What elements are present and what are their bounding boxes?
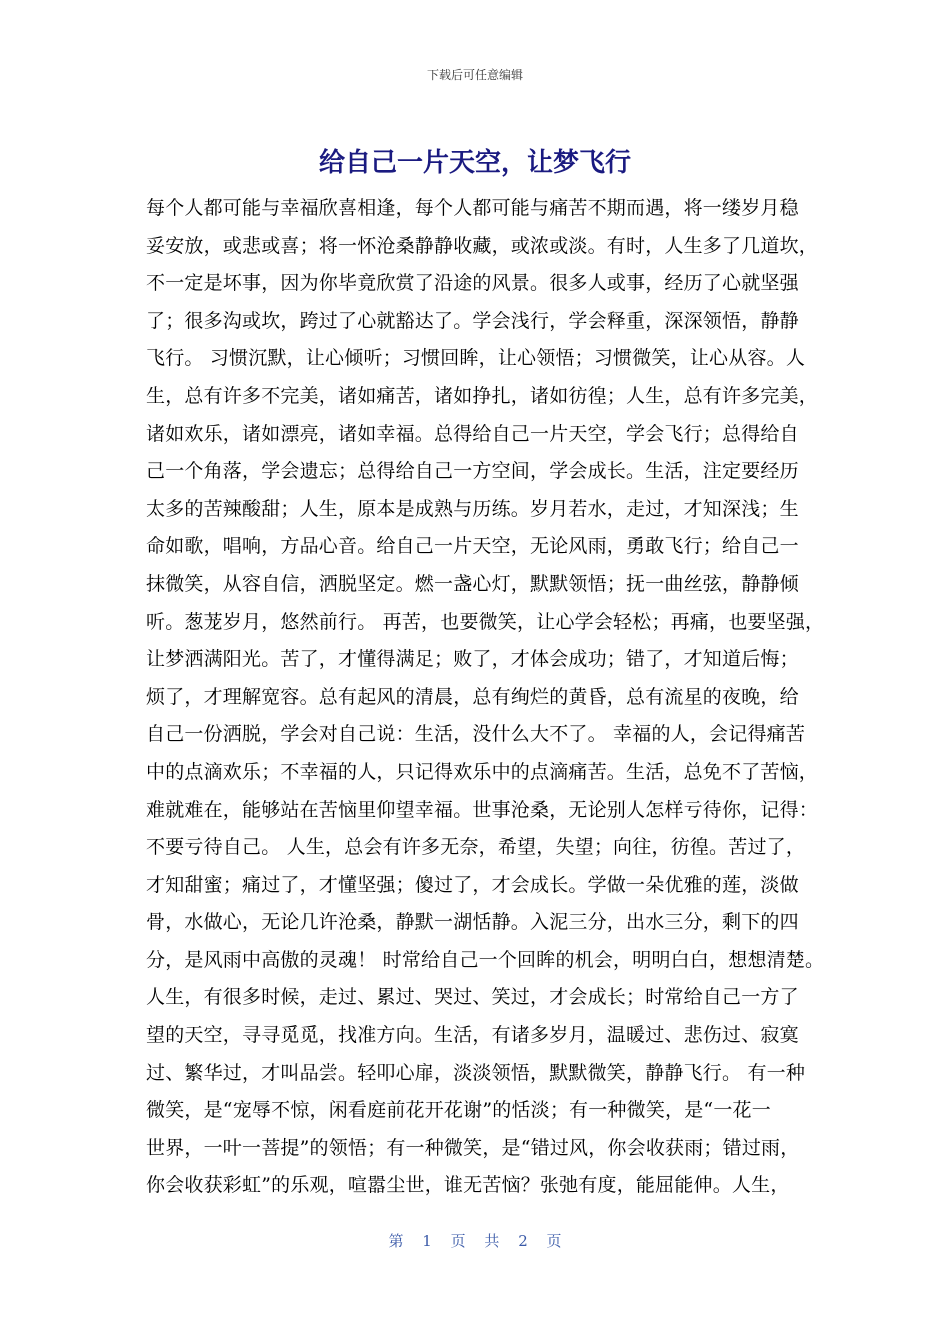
- body-line: 妥安放，或悲或喜；将一怀沧桑静静收藏，或浓或淡。有时，人生多了几道坎，: [146, 234, 819, 257]
- body-line: 太多的苦辣酸甜；人生，原本是成熟与历练。岁月若水，走过，才知深浅；生: [146, 497, 799, 520]
- footer-prefix: 第: [388, 1232, 404, 1250]
- body-line: 命如歌，唱响，方品心音。给自己一片天空，无论风雨，勇敢飞行；给自己一: [146, 535, 799, 558]
- body-line: 听。葱茏岁月，悠然前行。 再苦，也要微笑，让心学会轻松；再痛，也要坚强，: [146, 610, 825, 633]
- body-line: 人生，有很多时候，走过、累过、哭过、笑过，才会成长；时常给自己一方了: [146, 986, 799, 1009]
- body-line: 自己一份洒脱，学会对自己说：生活，没什么大不了。 幸福的人，会记得痛苦: [146, 723, 806, 746]
- body-line: 微笑，是“宠辱不惊，闲看庭前花开花谢”的恬淡；有一种微笑，是“一花一: [146, 1099, 771, 1122]
- header-note: 下载后可任意编辑: [426, 68, 523, 82]
- footer-suffix: 页: [546, 1232, 562, 1250]
- body-line: 让梦洒满阳光。苦了，才懂得满足；败了，才体会成功；错了，才知道后悔；: [146, 648, 799, 671]
- body-line: 每个人都可能与幸福欣喜相逢，每个人都可能与痛苦不期而遇，将一缕岁月稳: [146, 197, 799, 219]
- page-footer: [0, 1230, 950, 1251]
- body-line: 烦了，才理解宽容。总有起风的清晨，总有绚烂的黄昏，总有流星的夜晚，给: [146, 685, 799, 708]
- footer-total-prefix: 共: [484, 1232, 500, 1250]
- body-line: 难就难在，能够站在苦恼里仰望幸福。世事沧桑，无论别人怎样亏待你，记得：: [146, 798, 819, 821]
- body-line: 中的点滴欢乐；不幸福的人，只记得欢乐中的点滴痛苦。生活，总免不了苦恼，: [146, 760, 819, 783]
- body-line: 才知甜蜜；痛过了，才懂坚强；傻过了，才会成长。学做一朵优雅的莲，淡做: [146, 873, 799, 896]
- body-line: 生，总有许多不完美，诸如痛苦，诸如挣扎，诸如彷徨；人生，总有许多完美，: [146, 384, 819, 407]
- body-line: 不一定是坏事，因为你毕竟欣赏了沿途的风景。很多人或事，经历了心就坚强: [146, 272, 799, 295]
- body-line: 飞行。 习惯沉默，让心倾听；习惯回眸，让心领悟；习惯微笑，让心从容。人: [146, 347, 806, 370]
- body-line: 了；很多沟或坎，跨过了心就豁达了。学会浅行，学会释重，深深领悟，静静: [146, 309, 799, 332]
- footer-current-page: 1: [422, 1232, 432, 1250]
- body-line: 过、繁华过，才叫品尝。轻叩心扉，淡淡领悟，默默微笑，静静飞行。 有一种: [146, 1061, 806, 1084]
- body-line: 抹微笑，从容自信，洒脱坚定。燃一盏心灯，默默领悟；抚一曲丝弦，静静倾: [146, 572, 799, 595]
- footer-mid: 页: [450, 1232, 466, 1250]
- body-line: 骨，水做心，无论几许沧桑，静默一湖恬静。入泥三分，出水三分，剩下的四: [146, 911, 799, 934]
- document-title: 给自己一片天空，让梦飞行: [318, 148, 631, 178]
- body-line: 世界，一叶一菩提”的领悟；有一种微笑，是“错过风，你会收获雨；错过雨，: [146, 1136, 800, 1159]
- body-line: 分，是风雨中高傲的灵魂！ 时常给自己一个回眸的机会，明明白白，想想清楚。: [146, 948, 825, 971]
- body-line: 望的天空，寻寻觅觅，找准方向。生活，有诸多岁月，温暖过、悲伤过、寂寞: [146, 1024, 799, 1047]
- footer-total-pages: 2: [518, 1232, 528, 1250]
- body-line: 不要亏待自己。 人生，总会有许多无奈，希望，失望；向往，彷徨。苦过了，: [146, 836, 806, 859]
- body-line: 己一个角落，学会遗忘；总得给自己一方空间，学会成长。生活，注定要经历: [146, 460, 799, 483]
- body-line: 诸如欢乐，诸如漂亮，诸如幸福。总得给自己一片天空，学会飞行；总得给自: [146, 422, 799, 445]
- body-line: 你会收获彩虹”的乐观，喧嚣尘世，谁无苦恼？张弛有度，能屈能伸。人生，: [146, 1174, 790, 1197]
- document-body: [146, 190, 826, 1205]
